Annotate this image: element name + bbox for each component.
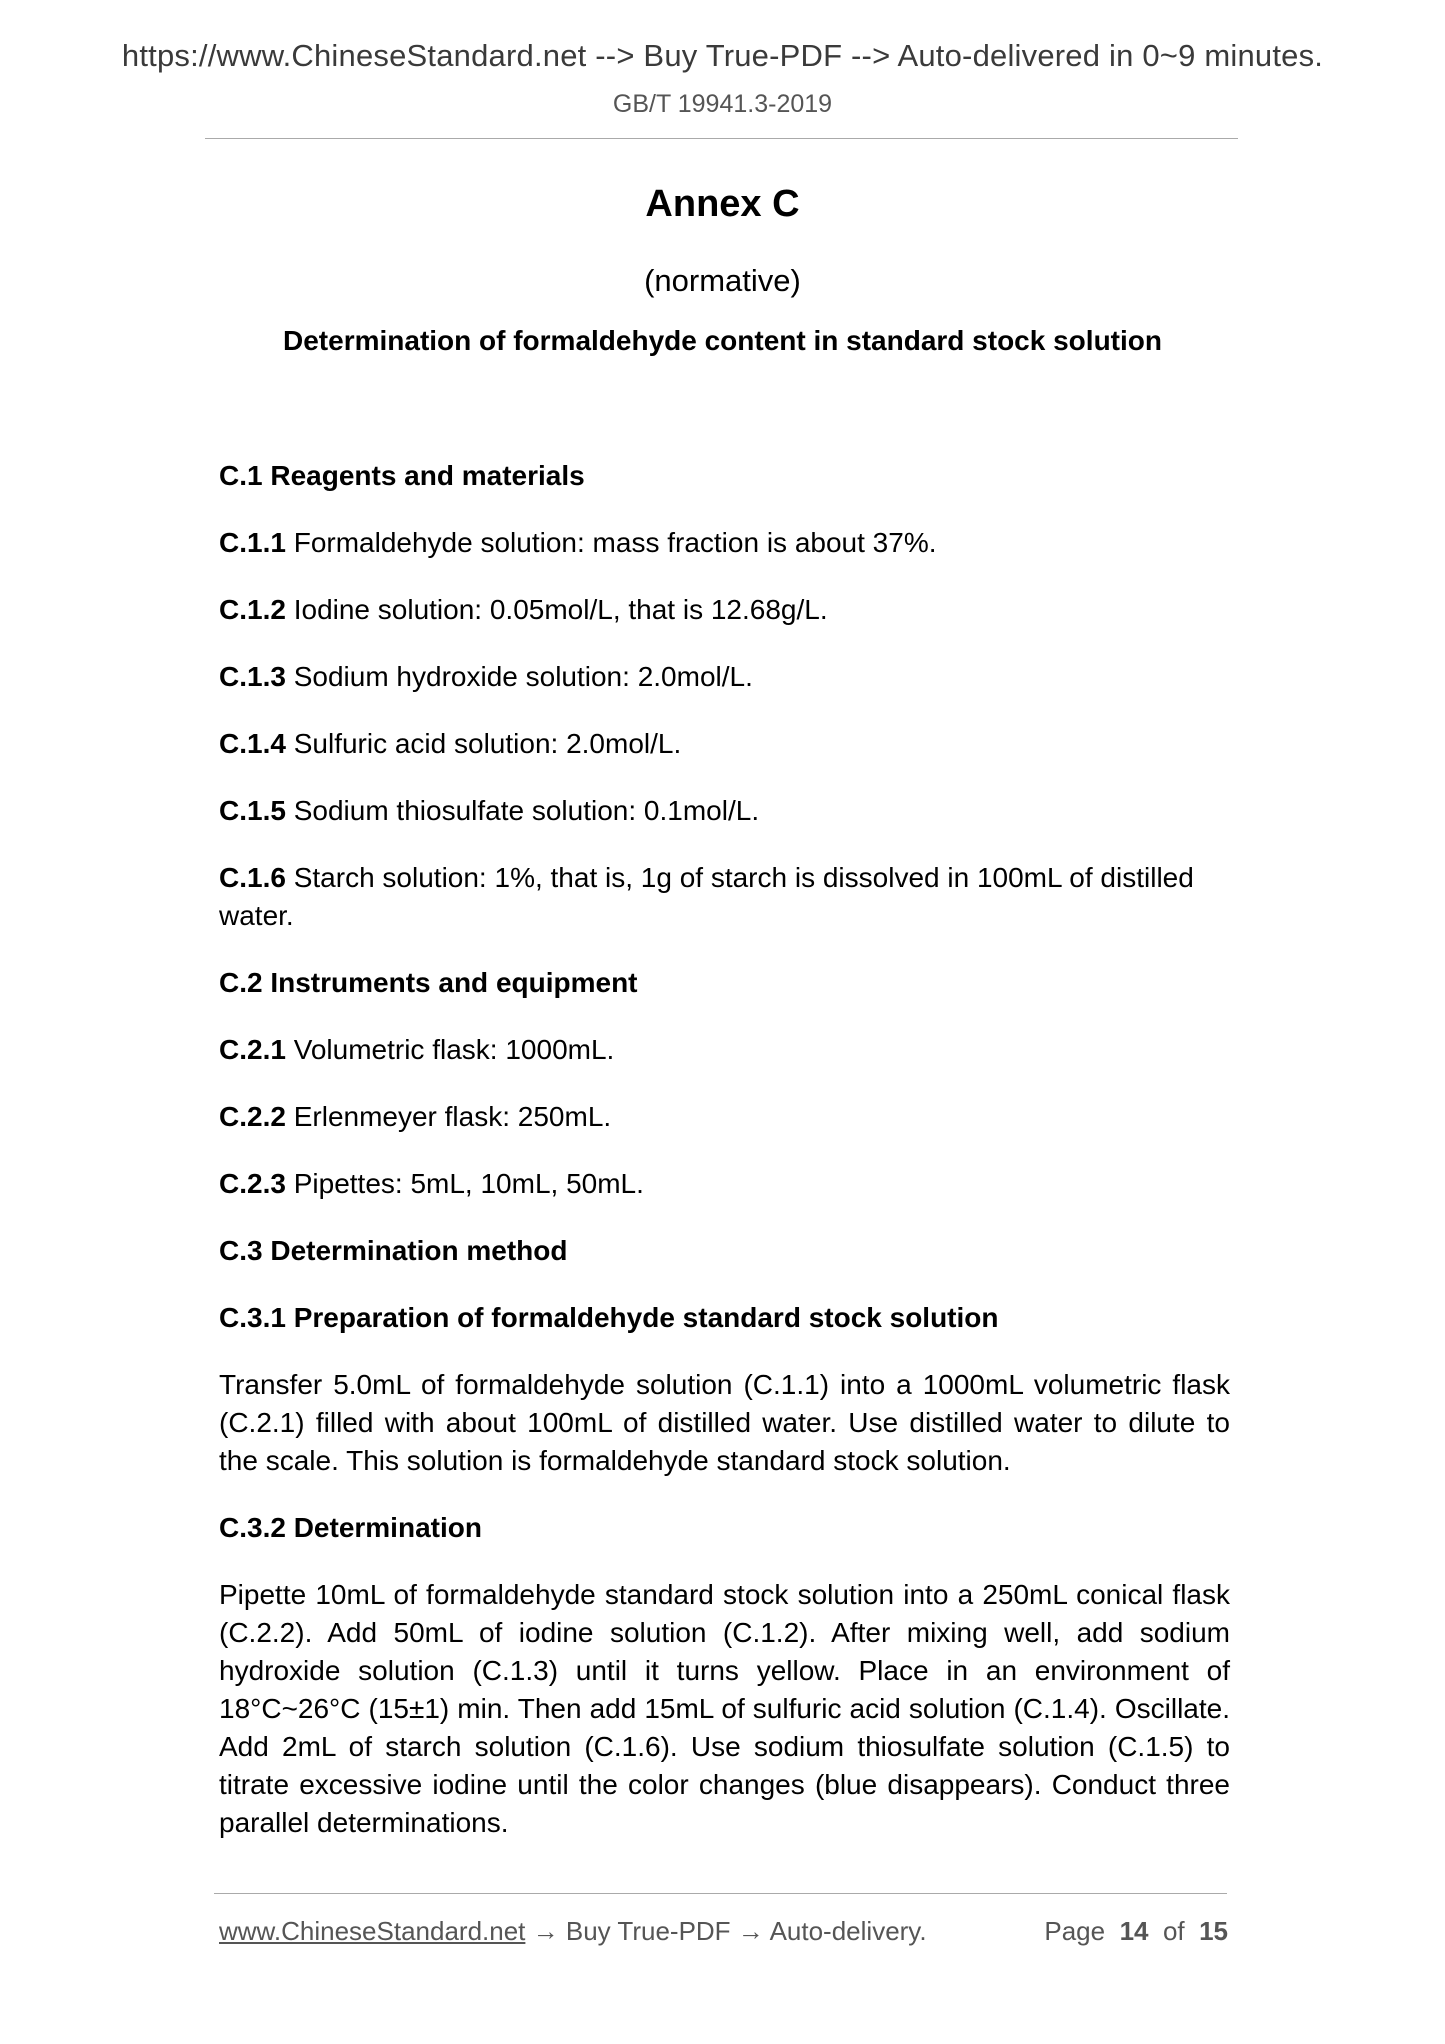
header-divider [205, 138, 1238, 139]
clause-c-2-1 [219, 1031, 1230, 1069]
clause-c-1-5 [219, 792, 1230, 830]
annex-type: (normative) [644, 263, 801, 298]
clause-number: C.1.5 [219, 795, 286, 826]
clause-text: Iodine solution: 0.05mol/L, that is 12.68g/L. [293, 594, 828, 625]
document-body [219, 457, 1230, 1871]
header-banner[interactable]: https://www.ChineseStandard.net --> Buy True-PDF --> Auto-delivered in 0~9 minutes. [121, 38, 1324, 73]
paragraph-c-3-1: Transfer 5.0mL of formaldehyde solution (C.1.1) into a 1000mL volumetric flask (C.2.1) filled with about 100mL of distilled water. Use distilled water to dilute to the scale. This solution is formaldehyde standard stock solution. [219, 1369, 1230, 1476]
clause-text: Sodium thiosulfate solution: 0.1mol/L. [293, 795, 760, 826]
clause-text: Starch solution: 1%, that is, 1g of starch is dissolved in 100mL of distilled water. [219, 862, 1194, 931]
clause-c-1-6 [219, 859, 1230, 935]
clause-c-2-2 [219, 1098, 1230, 1136]
paragraph-c-3-2: Pipette 10mL of formaldehyde standard stock solution into a 250mL conical flask (C.2.2). Add 50mL of iodine solution (C.1.2). After mixing well, add sodium hydroxide solution (C.1.3) until it turns yellow. Place in an environment of 18°C~26°C (15±1) min. Then add 15mL of sulfuric acid solution (C.1.4). Oscillate. Add 2mL of starch solution (C.1.6). Use sodium thiosulfate solution (C.1.5) to titrate excessive iodine until the color changes (blue disappears). Conduct three parallel determinations. [219, 1579, 1230, 1838]
annex-title: Annex C [645, 183, 800, 225]
clause-number: C.2.2 [219, 1101, 286, 1132]
of-word: of [1162, 1916, 1185, 1946]
page-number: 14 [1119, 1916, 1149, 1946]
page-word: Page [1044, 1916, 1106, 1946]
clause-number: C.1.1 [219, 527, 286, 558]
clause-text: Pipettes: 5mL, 10mL, 50mL. [293, 1168, 644, 1199]
section-heading-c1: C.1 Reagents and materials [219, 460, 585, 491]
clause-number: C.2.1 [219, 1034, 286, 1065]
clause-number: C.2.3 [219, 1168, 286, 1199]
footer-promo [219, 1916, 927, 1947]
clause-c-1-2 [219, 591, 1230, 629]
footer-divider [214, 1893, 1227, 1894]
section-heading-c2: C.2 Instruments and equipment [219, 967, 638, 998]
page-total: 15 [1199, 1916, 1228, 1946]
clause-c-1-1 [219, 524, 1230, 562]
clause-number: C.1.4 [219, 728, 286, 759]
clause-text: Sodium hydroxide solution: 2.0mol/L. [293, 661, 753, 692]
document-code: GB/T 19941.3-2019 [612, 90, 833, 118]
clause-text: Formaldehyde solution: mass fraction is about 37%. [293, 527, 937, 558]
clause-c-1-3 [219, 658, 1230, 696]
clause-number: C.1.6 [219, 862, 286, 893]
subsection-heading-c-3-2: C.3.2 Determination [219, 1512, 482, 1543]
clause-text: Volumetric flask: 1000mL. [293, 1034, 615, 1065]
clause-number: C.1.2 [219, 594, 286, 625]
annex-subtitle: Determination of formaldehyde content in standard stock solution [283, 325, 1162, 356]
clause-text: Erlenmeyer flask: 250mL. [293, 1101, 612, 1132]
footer-link[interactable]: www.ChineseStandard.net [219, 1916, 526, 1946]
clause-text: Sulfuric acid solution: 2.0mol/L. [293, 728, 682, 759]
clause-number: C.1.3 [219, 661, 286, 692]
footer-trail: → Buy True-PDF → Auto-delivery. [525, 1916, 927, 1946]
page-indicator [1044, 1916, 1228, 1947]
clause-c-2-3 [219, 1165, 1230, 1203]
section-heading-c3: C.3 Determination method [219, 1235, 568, 1266]
subsection-heading-c-3-1: C.3.1 Preparation of formaldehyde standard stock solution [219, 1302, 999, 1333]
clause-c-1-4 [219, 725, 1230, 763]
